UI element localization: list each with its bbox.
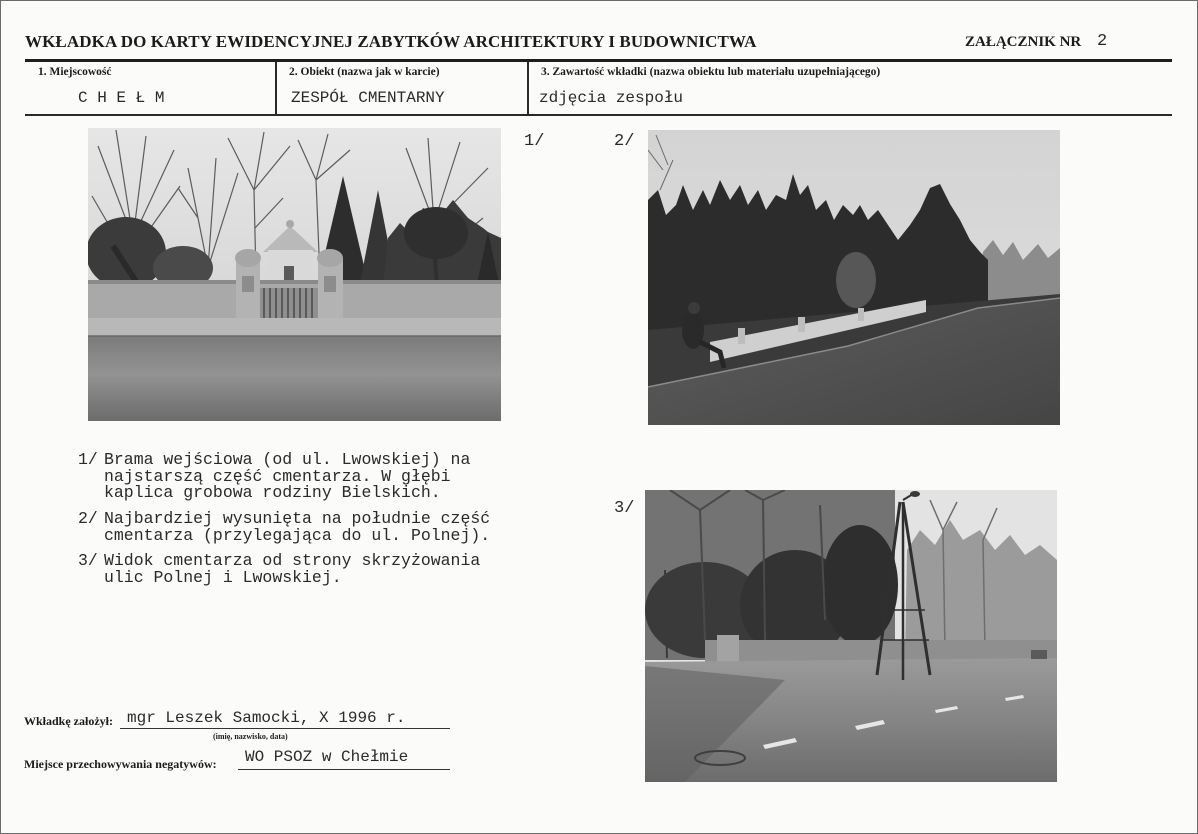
negatives-label: Miejsce przechowywania negatywów: xyxy=(24,757,217,771)
attachment-label: ZAŁĄCZNIK NR xyxy=(965,34,1082,50)
author-label: Wkładkę założył: xyxy=(24,714,113,728)
object-value: ZESPÓŁ CMENTARNY xyxy=(291,89,445,107)
caption-number: 1/ xyxy=(78,450,98,469)
photo-1-number: 1/ xyxy=(524,132,545,151)
negatives-value: WO PSOZ w Chełmie xyxy=(245,748,409,766)
photo-3 xyxy=(645,490,1057,782)
author-underline xyxy=(120,728,450,729)
photo-2 xyxy=(648,130,1060,425)
gate-house xyxy=(717,635,739,663)
photo-2-number: 2/ xyxy=(614,132,635,151)
contents-label: 3. Zawartość wkładki (nazwa obiektu lub materiału uzupełniającego) xyxy=(541,66,881,78)
caption-line: Widok cmentarza od strony skrzyżowania xyxy=(104,551,481,570)
attachment-number: 2 xyxy=(1097,32,1108,51)
photo-3-number: 3/ xyxy=(614,499,635,518)
locality-value: C H E Ł M xyxy=(78,89,165,107)
fields-rule xyxy=(25,114,1172,116)
column-divider xyxy=(275,62,277,114)
author-value: mgr Leszek Samocki, X 1996 r. xyxy=(127,709,406,727)
header-rule xyxy=(25,59,1172,62)
caption-line: Brama wejściowa (od ul. Lwowskiej) na xyxy=(104,450,471,469)
caption-line: najstarszą część cmentarza. W głębi xyxy=(104,466,451,486)
contents-value: zdjęcia zespołu xyxy=(539,89,684,107)
object-label: 2. Obiekt (nazwa jak w karcie) xyxy=(289,66,440,78)
document-title: WKŁADKA DO KARTY EWIDENCYJNEJ ZABYTKÓW ARCHITEKTURY I BUDOWNICTWA xyxy=(25,32,757,51)
caption-number: 2/ xyxy=(78,509,98,528)
author-hint: (imię, nazwisko, data) xyxy=(213,732,288,741)
car xyxy=(1031,650,1047,659)
caption-line: Najbardziej wysunięta na południe część xyxy=(104,509,491,528)
locality-label: 1. Miejscowość xyxy=(38,66,112,78)
caption-number: 3/ xyxy=(78,551,98,570)
column-divider xyxy=(527,62,529,114)
photo-1 xyxy=(88,128,501,421)
road xyxy=(88,336,501,421)
caption-line: ulic Polnej i Lwowskiej. xyxy=(104,567,342,587)
caption-line: kaplica grobowa rodziny Bielskich. xyxy=(104,483,441,502)
caption-line: cmentarza (przylegająca do ul. Polnej). xyxy=(104,525,491,545)
sidewalk xyxy=(88,318,501,338)
negatives-underline xyxy=(238,769,450,770)
